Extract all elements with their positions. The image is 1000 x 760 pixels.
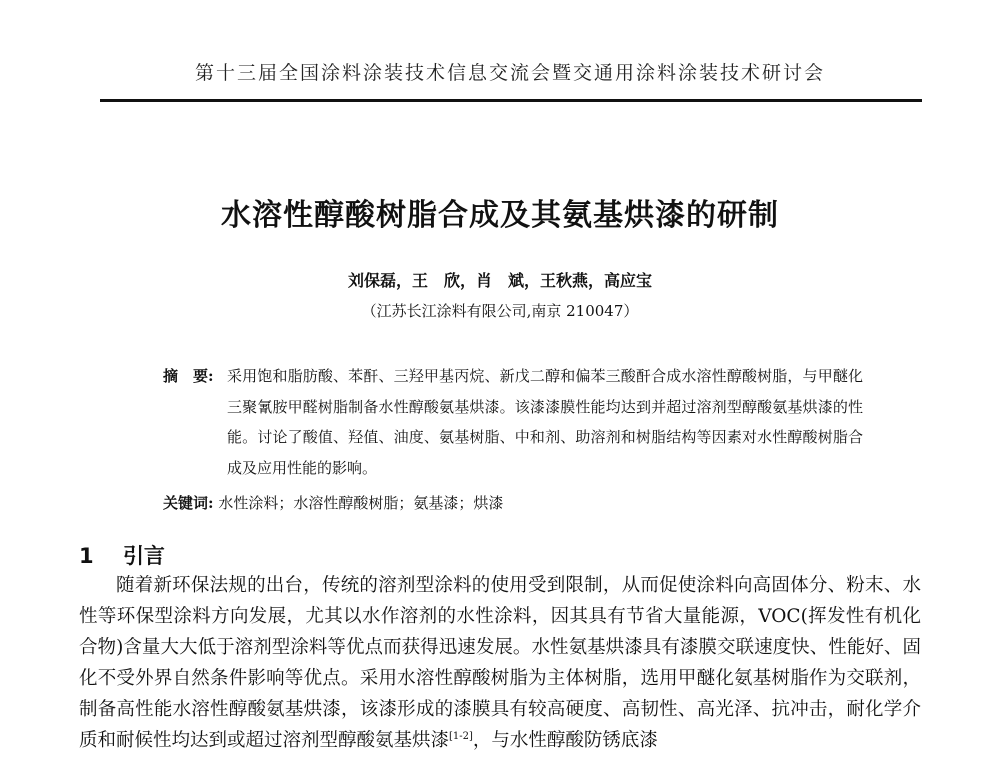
citation-marker: [1-2] <box>449 730 473 742</box>
section-title: 引言 <box>122 544 165 568</box>
abstract-label: 摘 要: <box>163 367 214 385</box>
abstract <box>163 361 863 483</box>
intro-paragraph <box>79 570 921 756</box>
running-header: 第十三届全国涂料涂装技术信息交流会暨交通用涂料涂装技术研讨会 <box>194 62 825 84</box>
intro-text-continued: ，与水性醇酸防锈底漆 <box>472 730 658 751</box>
paper-title: 水溶性醇酸树脂合成及其氨基烘漆的研制 <box>221 198 779 233</box>
header-rule <box>100 99 922 102</box>
abstract-text: 采用饱和脂肪酸、苯酐、三羟甲基丙烷、新戊二醇和偏苯三酸酐合成水溶性醇酸树脂，与甲醚化三聚氰胺甲醛树脂制备水性醇酸氨基烘漆。该漆漆膜性能均达到并超过溶剂型醇酸氨基烘漆的性能。讨论了酸值、羟值、油度、氨基树脂、中和剂、助溶剂和树脂结构等因素对水性醇酸树脂合成及应用性能的影响。 <box>227 367 863 477</box>
keywords <box>163 492 863 513</box>
section-number: 1 <box>79 544 94 568</box>
affiliation: （江苏长江涂料有限公司,南京 210047） <box>361 302 639 320</box>
section-heading <box>79 540 165 570</box>
keywords-label: 关键词: <box>163 494 214 512</box>
keywords-text: 水性涂料；水溶性醇酸树脂；氨基漆；烘漆 <box>218 494 504 512</box>
author-list: 刘保磊，王 欣，肖 斌，王秋燕，高应宝 <box>347 271 652 290</box>
intro-text: 随着新环保法规的出台，传统的溶剂型涂料的使用受到限制，从而促使涂料向高固体分、粉末、水性等环保型涂料方向发展，尤其以水作溶剂的水性涂料，因其具有节省大量能源，VOC(挥发性有机化合物)含量大大低于溶剂型涂料等优点而获得迅速发展。水性氨基烘漆具有漆膜交联速度快、性能好、固化不受外界自然条件影响等优点。采用水溶性醇酸树脂为主体树脂，选用甲醚化氨基树脂作为交联剂，制备高性能水溶性醇酸氨基烘漆，该漆形成的漆膜具有较高硬度、高韧性、高光泽、抗冲击，耐化学介质和耐候性均达到或超过溶剂型醇酸氨基烘漆 <box>79 575 921 751</box>
